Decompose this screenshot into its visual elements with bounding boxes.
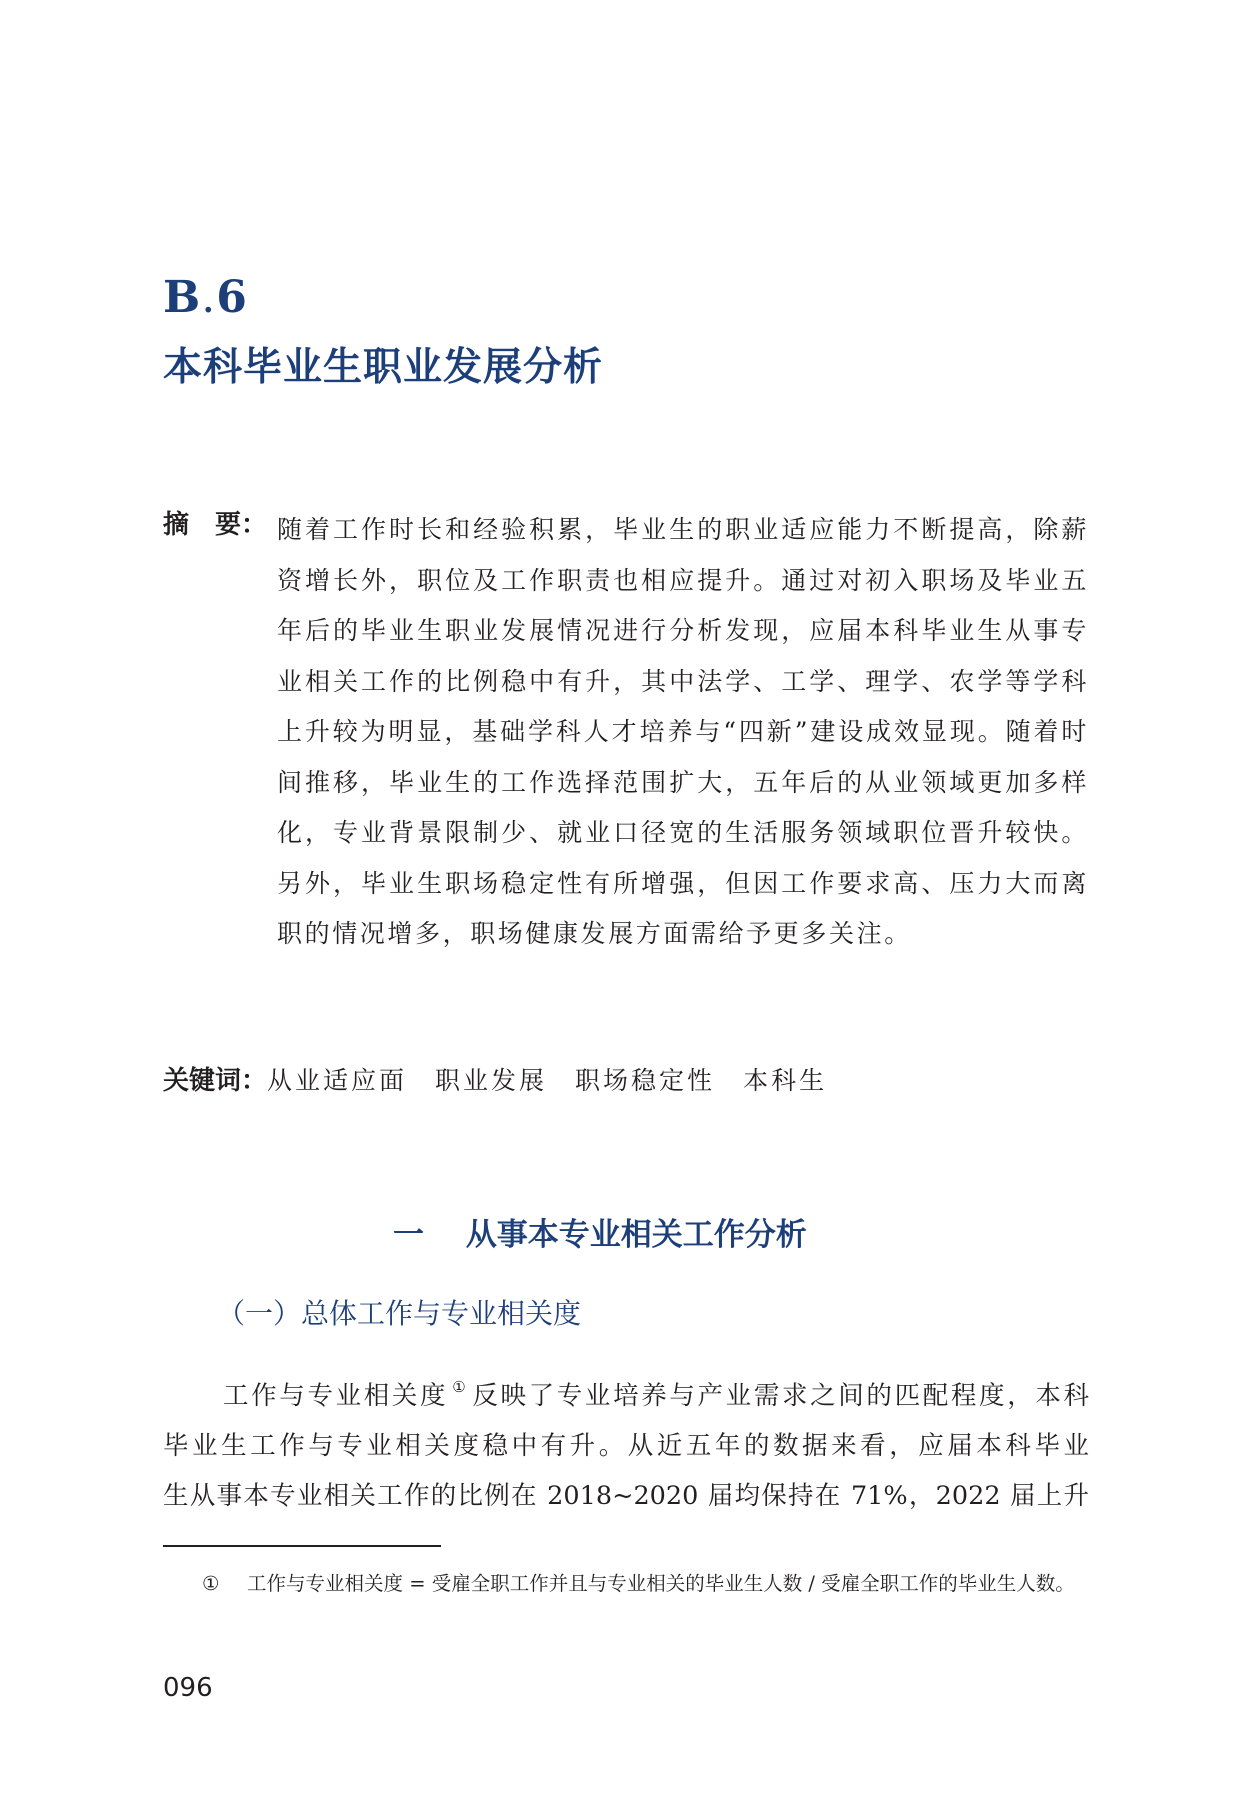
body-text-segment: 工作与专业相关度 (223, 1381, 449, 1411)
keyword-item: 本科生 (743, 1066, 828, 1095)
footnote-reference: ① (452, 1378, 469, 1396)
footnote-divider (163, 1545, 441, 1547)
keyword-item: 从业适应面 (267, 1066, 408, 1095)
keywords-label: 关键词： (163, 1066, 268, 1096)
chapter-digit: 6 (216, 272, 248, 323)
chapter-letter: B (163, 272, 202, 323)
abstract-text: 随着工作时长和经验积累，毕业生的职业适应能力不断提高，除薪资增长外，职位及工作职责也相应提升。通过对初入职场及毕业五年后的毕业生职业发展情况进行分析发现，应届本科毕业生从事专业相关工作的比例稳中有升，其中法学、工学、理学、农学等学科上升较为明显，基础学科人才培养与“四新”建设成效显现。随着时间推移，毕业生的工作选择范围扩大，五年后的从业领域更加多样化，专业背景限制少、就业口径宽的生活服务领域职位晋升较快。另外，毕业生职场稳定性有所增强，但因工作要求高、压力大而离职的情况增多，职场健康发展方面需给予更多关注。 (277, 515, 1089, 948)
body-paragraph (163, 1362, 1089, 1521)
chapter-number (163, 268, 248, 328)
page-number: 096 (163, 1673, 213, 1703)
body-line (163, 1362, 1089, 1421)
body-text-segment: 反映了专业培养与产业需求之间的匹配程度，本科 (472, 1381, 1089, 1411)
chapter-dot: . (201, 272, 217, 323)
keywords-line (163, 1061, 855, 1101)
chapter-title: 本科毕业生职业发展分析 (163, 345, 604, 390)
footnote (163, 1567, 1089, 1600)
section-number: 一 (393, 1217, 424, 1253)
subsection-heading: （一）总体工作与专业相关度 (217, 1297, 582, 1330)
footnote-text: 工作与专业相关度 = 受雇全职工作并且与专业相关的毕业生人数 / 受雇全职工作的毕业生人数。 (247, 1572, 1075, 1595)
keyword-item: 职场稳定性 (575, 1066, 716, 1095)
body-line: 毕业生工作与专业相关度稳中有升。从近五年的数据来看，应届本科毕业 (163, 1431, 1089, 1461)
keyword-item: 职业发展 (435, 1066, 548, 1095)
body-line: 生从事本专业相关工作的比例在 2018~2020 届均保持在 71%，2022 届上升 (163, 1481, 1089, 1511)
footnote-mark: ① (202, 1572, 220, 1595)
section-title: 从事本专业相关工作分析 (465, 1217, 807, 1253)
abstract-label: 摘 要： (163, 510, 268, 540)
section-heading (393, 1211, 807, 1259)
